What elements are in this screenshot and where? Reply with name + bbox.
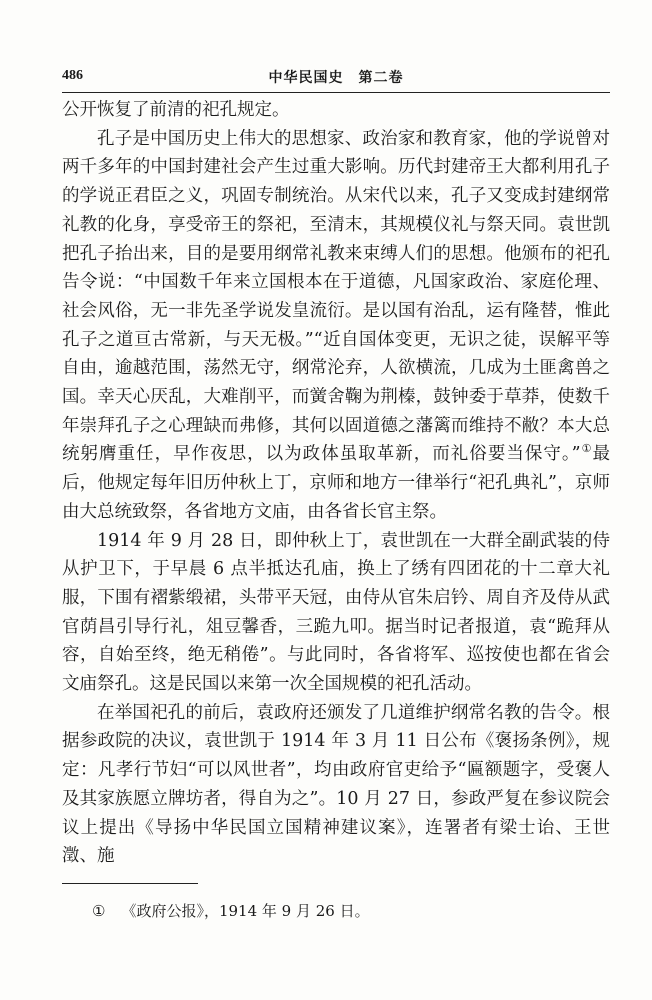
paragraph-confucius-worship (62, 125, 610, 527)
paragraph-text-tail: 最后，他规定每年旧历仲秋上丁，京师和地方一律举行“祀孔典礼”，京师由大总统致祭，各省地方文庙，由各省长官主祭。 (62, 444, 610, 522)
main-text (62, 96, 610, 871)
footnote (92, 900, 370, 921)
header-rule (62, 92, 610, 93)
footnote-reference: ① (580, 442, 593, 456)
paragraph-continuation: 公开恢复了前清的祀孔规定。 (62, 100, 290, 120)
running-header (62, 66, 610, 88)
paragraph-text: 孔子是中国历史上伟大的思想家、政治家和教育家，他的学说曾对两千多年的中国封建社会产生过重大影响。历代封建帝王大都利用孔子的学说正君臣之义，巩固专制统治。从宋代以来，孔子又变成封建纲常礼教的化身，享受帝王的祭祀，至清末，其规模仪礼与祭天同。袁世凯把孔子抬出来，目的是要用纲常礼教来束缚人们的思想。他颁布的祀孔告令说：“中国数千年来立国根本在于道德，凡国家政治、家庭伦理、社会风俗，无一非先圣学说发皇流衍。是以国有治乱，运有隆替，惟此孔子之道亘古常新，与天无极。”“近自国体变更，无识之徒，误解平等自由，逾越范围，荡然无守，纲常沦弃，人欲横流，几成为土匪禽兽之国。幸天心厌乱，大难削平，而黉舍鞠为荆榛，鼓钟委于草莽，使数千年崇拜孔子之心理缺而弗修，其何以固道德之藩篱而维持不敝？本大总统躬膺重任，早作夜思，以为政体虽取革新，而礼俗要当保守。” (62, 128, 610, 465)
paragraph-ceremony-1914: 1914 年 9 月 28 日，即仲秋上丁，袁世凯在一大群全副武装的侍从护卫下，于早晨 6 点半抵达孔庙，换上了绣有四团花的十二章大礼服，下围有褶紫缎裙，头带平天冠，由侍从官朱启钤、周自齐及侍从武官荫昌引导行礼，俎豆馨香，三跪九叩。据当时记者报道，袁“跪拜从容，自始至终，绝无稍倦”。与此同时，各省将军、巡按使也都在省会文庙祭孔。这是民国以来第一次全国规模的祀孔活动。 (62, 530, 610, 695)
paragraph-decrees: 在举国祀孔的前后，袁政府还颁发了几道维护纲常名教的告令。根据参政院的决议，袁世凯于 1914 年 3 月 11 日公布《褒扬条例》，规定：凡孝行节妇“可以风世者”，均由政府官吏给予“匾额题字，受褒人及其家族愿立牌坊者，得自为之”。10 月 27 日，参政严复在参议院会议上提出《导扬中华民国立国精神建议案》，连署者有梁士诒、王世澂、施 (62, 702, 610, 867)
page-number: 486 (62, 68, 83, 83)
footnote-mark: ① (92, 902, 106, 920)
book-title: 中华民国史 第二卷 (268, 70, 404, 86)
footnote-rule (62, 883, 198, 884)
footnote-text: 《政府公报》，1914 年 9 月 26 日。 (121, 902, 370, 920)
